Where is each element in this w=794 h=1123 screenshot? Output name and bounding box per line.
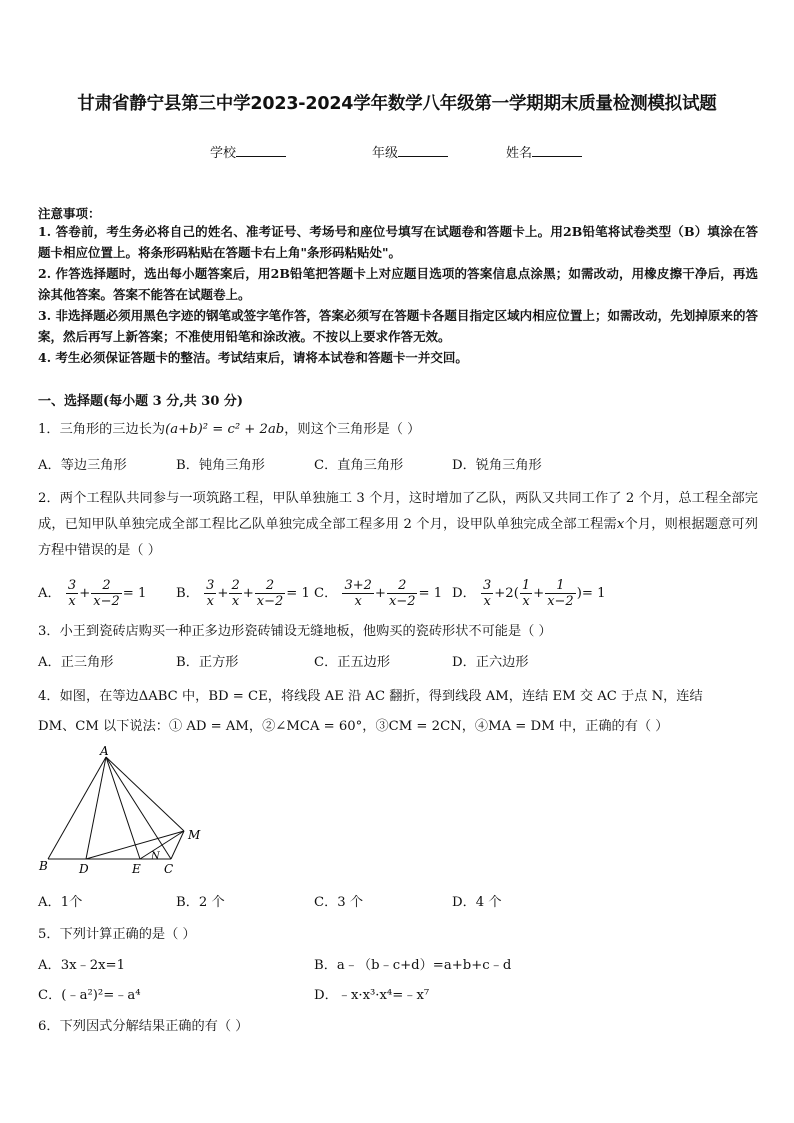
q2-text-b: 个月，则根据题意可列方程中错误的是（ ） [38, 517, 758, 558]
equals-one: = 1 [418, 586, 443, 601]
label-m: M [188, 828, 201, 842]
label-d: D [79, 862, 89, 876]
grade-blank [398, 144, 448, 157]
name-blank [532, 144, 582, 157]
q5-option-b: B．a﹣（b﹣c+d）=a+b+c﹣d [314, 958, 512, 973]
numerator: 3 [67, 578, 77, 593]
question-6: 6．下列因式分解结果正确的有（ ） [38, 1019, 249, 1034]
fraction [520, 578, 532, 609]
fraction [91, 578, 122, 609]
triangle-figure [36, 745, 216, 880]
q3-option-d: D．正六边形 [452, 655, 529, 670]
q2-option-b-label: B． [176, 586, 199, 601]
q4-option-a: A．1个 [38, 895, 83, 910]
label-b: B [39, 859, 48, 873]
denominator: x−2 [256, 594, 284, 609]
denominator: x [483, 594, 491, 609]
q1-option-b: B．钝角三角形 [176, 458, 265, 473]
q2-option-b: B． $\frac{3}{x}$ + $\frac{2}{x}$ + $\frac{2}{x-2}$ = 1 [176, 578, 310, 609]
q4-option-c: C．3 个 [314, 895, 364, 910]
question-5: 5．下列计算正确的是（ ） [38, 927, 196, 942]
denominator: x−2 [547, 594, 574, 609]
q2-option-a-label: A． [38, 586, 61, 601]
q1-expression: (a+b)² = c² + 2ab [165, 422, 285, 437]
numerator: 3+2 [344, 578, 372, 593]
q2-text-a: 2．两个工程队共同参与一项筑路工程，甲队单独施工 3 个月，这时增加了乙队，两队又共同工作了 2 个月，总工程全部完成，已知甲队单独完成全部工程比乙队单独完成全部工程多用 2 个月，设甲队单独完成全部工程需 [38, 491, 758, 532]
school-label: 学校 [210, 146, 237, 161]
note-item: 3. 非选择题必须用黑色字迹的钢笔或签字笔作答，答案必须写在答题卡各题目指定区域内相应位置上；如需改动，先划掉原来的答案，然后再写上新答案；不准使用铅笔和涂改液。不按以上要求作答无效。 [38, 308, 758, 344]
q2-option-a: A． $\frac{3}{x}$ + $\frac{2}{x-2}$ = 1 [38, 578, 147, 609]
denominator: x [522, 594, 530, 609]
q3-option-b: B．正方形 [176, 655, 239, 670]
note-item: 2. 作答选择题时，选出每小题答案后，用2B铅笔把答题卡上对应题目选项的答案信息点涂黑；如需改动，用橡皮擦干净后，再选涂其他答案。答案不能答在试题卷上。 [38, 266, 758, 302]
numerator: 2 [255, 578, 286, 594]
fraction [204, 578, 216, 609]
q1-option-a: A．等边三角形 [38, 458, 127, 473]
fraction [481, 578, 493, 609]
note-item: 4. 考生必须保证答题卡的整洁。考试结束后，请将本试卷和答题卡一并交回。 [38, 350, 468, 365]
q5-option-a: A．3x﹣2x=1 [38, 958, 125, 973]
question-3: 3．小王到瓷砖店购买一种正多边形瓷砖铺设无缝地板，他购买的瓷砖形状不可能是（ ） [38, 624, 552, 639]
q1-prefix: 1．三角形的三边长为 [38, 422, 166, 437]
label-a: A [100, 745, 109, 758]
q2-option-c: C． $\frac{3+2}{x}$ + $\frac{2}{x-2}$ = 1 [314, 578, 443, 609]
numerator: 2 [91, 578, 122, 594]
q5-option-c: C．(﹣a²)²=﹣a⁴ [38, 988, 141, 1003]
denominator: x [68, 594, 76, 609]
q2-option-d: D． $\frac{3}{x}$ +2( $\frac{1}{x}$ + $\frac{1}{x-2}$ )= 1 [452, 578, 606, 609]
school-blank [236, 144, 286, 157]
q4-option-d: D．4 个 [452, 895, 502, 910]
q1-option-c: C．直角三角形 [314, 458, 404, 473]
notes-heading: 注意事项： [38, 206, 101, 221]
fraction [387, 578, 418, 609]
q5-option-d: D．﹣x·x³·x⁴=﹣x⁷ [314, 988, 430, 1003]
numerator: 1 [521, 578, 531, 593]
denominator: x [231, 594, 240, 609]
section-heading: 一、选择题(每小题 3 分,共 30 分) [38, 394, 244, 409]
note-item: 1. 答卷前，考生务必将自己的姓名、准考证号、考场号和座位号填写在试题卷和答题卡上。用2B铅笔将试卷类型（B）填涂在答题卡相应位置上。将条形码粘贴在答题卡右上角"条形码粘贴处"。 [38, 224, 758, 260]
grade-field [372, 142, 448, 161]
numerator: 2 [387, 578, 418, 594]
denominator: x−2 [93, 594, 120, 609]
question-4-line-1: 4．如图，在等边ΔABC 中，BD = CE，将线段 AE 沿 AC 翻折，得到线段 AM，连结 EM 交 AC 于点 N，连结 [38, 689, 703, 704]
denominator: x−2 [388, 594, 416, 609]
name-field [506, 142, 582, 161]
fraction [255, 578, 286, 609]
page-title: 甘肃省静宁县第三中学2023-2024学年数学八年级第一学期期末质量检测模拟试题 [77, 94, 717, 114]
label-n: N [151, 851, 160, 862]
name-label: 姓名 [506, 146, 533, 161]
q1-option-d: D．锐角三角形 [452, 458, 542, 473]
fraction [66, 578, 78, 609]
fraction [229, 578, 241, 609]
equals-one: = 1 [122, 586, 147, 601]
label-e: E [132, 862, 141, 876]
question-2 [38, 486, 758, 564]
q1-suffix: ，则这个三角形是（ ） [284, 422, 421, 437]
numerator: 3 [206, 578, 215, 593]
q4-option-b: B．2 个 [176, 895, 225, 910]
numerator: 1 [545, 578, 576, 594]
school-field [210, 142, 286, 161]
q3-option-a: A．正三角形 [38, 655, 114, 670]
denominator: x [354, 594, 362, 609]
equals-one: = 1 [286, 586, 310, 601]
numerator: 2 [231, 578, 240, 593]
fraction [342, 578, 373, 609]
question-1 [38, 417, 758, 443]
q2-variable: x [616, 517, 625, 532]
denominator: x [206, 594, 214, 609]
question-4-line-2: DM、CM 以下说法：① AD = AM，②∠MCA = 60°，③CM = 2CN，④MA = DM 中，正确的有（ ） [38, 719, 669, 734]
q2-option-c-label: C． [314, 586, 338, 601]
equals-one: = 1 [581, 586, 606, 601]
q2-option-d-label: D． [452, 586, 476, 601]
coefficient-two: +2( [494, 586, 519, 601]
numerator: 3 [482, 578, 492, 593]
grade-label: 年级 [372, 146, 399, 161]
label-c: C [164, 862, 174, 876]
q3-option-c: C．正五边形 [314, 655, 391, 670]
fraction [545, 578, 576, 609]
